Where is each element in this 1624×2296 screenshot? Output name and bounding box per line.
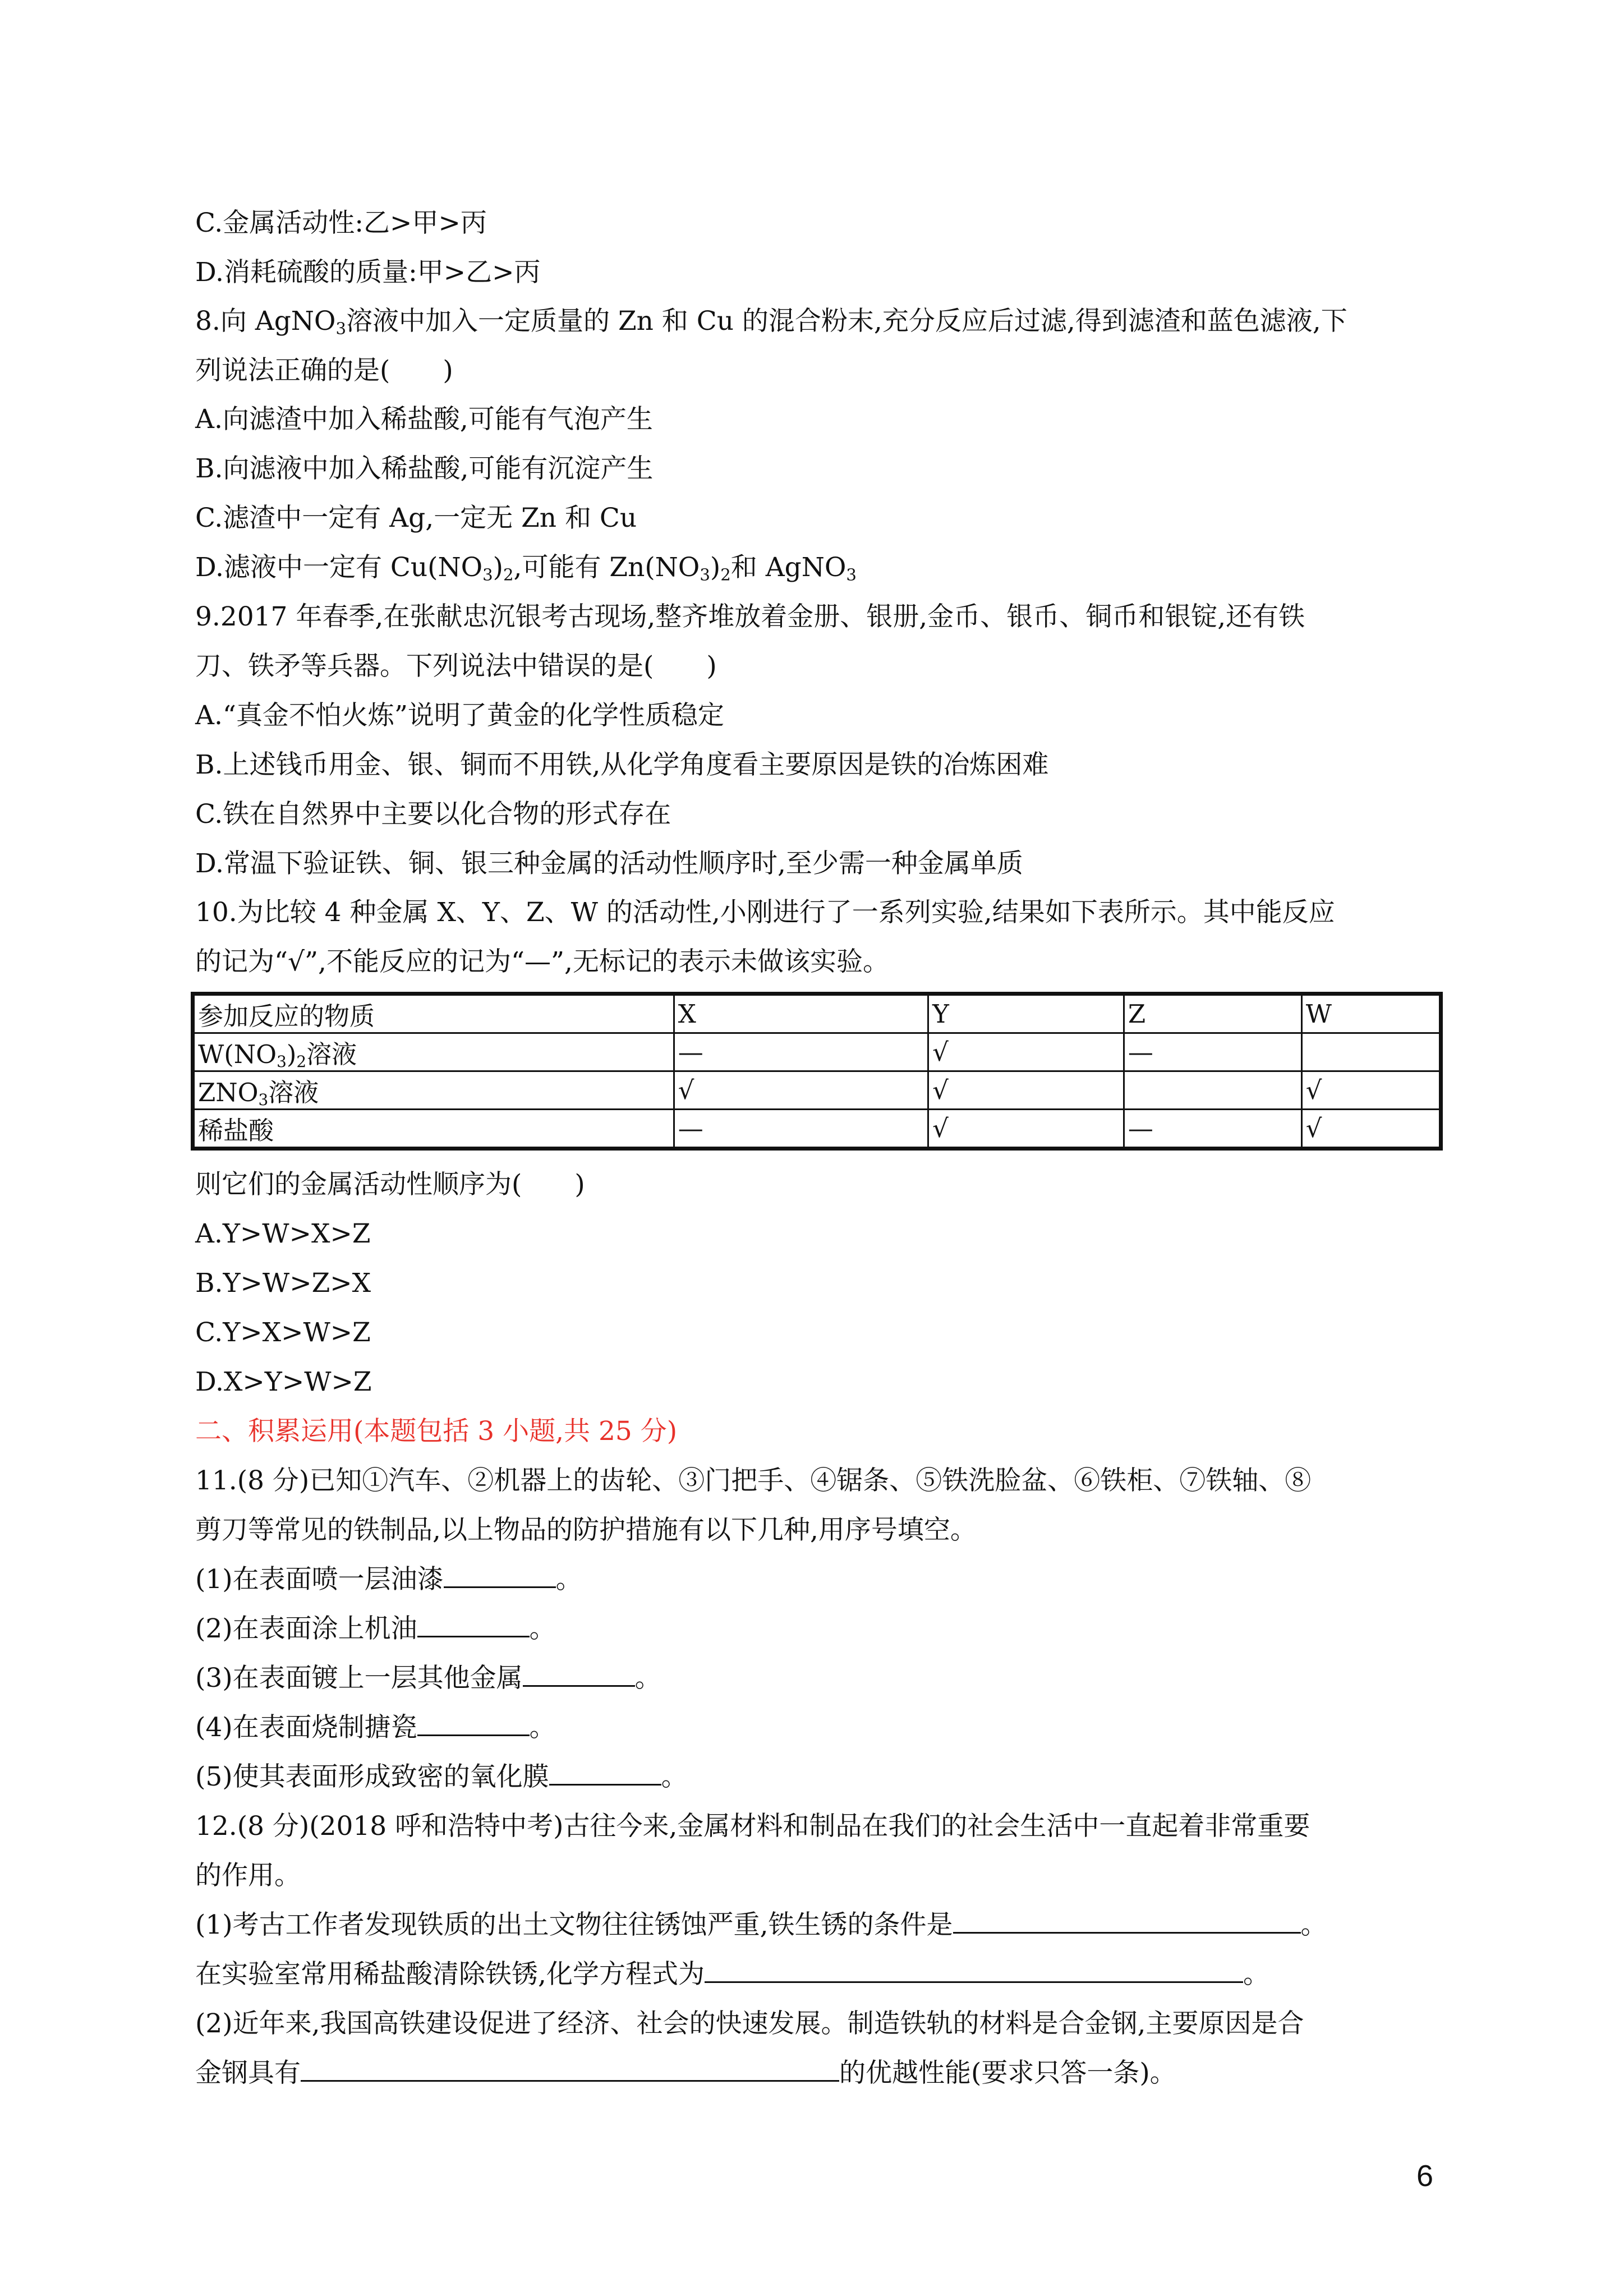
q8-option-d: D.滤液中一定有 $Cu(NO_3)_2$,可能有 $Zn(NO_3)_2$和 AgNO$_3$ [195, 552, 857, 585]
q12-part-2-line1: (2)近年来,我国高铁建设促进了经济、社会的快速发展。制造铁轨的材料是合金钢,主要原因是合 [195, 2008, 1304, 2039]
table-cell [1124, 1071, 1301, 1110]
table-cell: — [1124, 1033, 1301, 1071]
q12-stem-line1: 12.(8 分)(2018 呼和浩特中考)古往今来,金属材料和制品在我们的社会生活中一直起着非常重要 [195, 1811, 1310, 1842]
table-header-cell: X [674, 994, 928, 1033]
answer-blank[interactable] [705, 1958, 1243, 1983]
table-row-label: $ZNO_3$溶液 [193, 1071, 674, 1110]
table-cell: √ [674, 1071, 928, 1110]
q12-part-1: (1)考古工作者发现铁质的出土文物往往锈蚀严重,铁生锈的条件是 。 [195, 1910, 1327, 1940]
q9-option-c: C.铁在自然界中主要以化合物的形式存在 [195, 799, 671, 830]
q12-part-2-line2: 金钢具有 的优越性能(要求只答一条)。 [195, 2058, 1176, 2088]
table-row [193, 1071, 1441, 1110]
answer-blank[interactable] [953, 1908, 1301, 1934]
q10-stem-line1: 10.为比较 4 种金属 X、Y、Z、W 的活动性,小刚进行了一系列实验,结果如下表所示。其中能反应 [195, 897, 1335, 928]
table-cell: — [1124, 1110, 1301, 1149]
q7-option-c: C.金属活动性:乙>甲>丙 [195, 208, 487, 238]
table-cell: √ [928, 1110, 1124, 1149]
table-header-cell: Y [928, 994, 1124, 1033]
table-cell: — [674, 1033, 928, 1071]
q10-after-table: 则它们的金属活动性顺序为( ) [195, 1169, 585, 1200]
q11-item-2: (2)在表面涂上机油 。 [195, 1613, 556, 1644]
q11-item-4: (4)在表面烧制搪瓷 。 [195, 1712, 556, 1743]
q10-option-a: A.Y>W>X>Z [195, 1218, 371, 1249]
q9-option-b: B.上述钱币用金、银、铜而不用铁,从化学角度看主要原因是铁的冶炼困难 [195, 749, 1049, 780]
q10-stem-line2: 的记为“√”,不能反应的记为“—”,无标记的表示未做该实验。 [195, 946, 889, 977]
q10-option-c: C.Y>X>W>Z [195, 1317, 371, 1348]
q9-stem-line2: 刀、铁矛等兵器。下列说法中错误的是( ) [195, 651, 717, 682]
q8-option-c: C.滤渣中一定有 Ag,一定无 Zn 和 Cu [195, 503, 637, 533]
table-cell: — [674, 1110, 928, 1149]
q10-option-b: B.Y>W>Z>X [195, 1268, 371, 1299]
q11-stem-line2: 剪刀等常见的铁制品,以上物品的防护措施有以下几种,用序号填空。 [195, 1515, 977, 1545]
section-2-title: 二、积累运用(本题包括 3 小题,共 25 分) [195, 1416, 678, 1447]
answer-blank[interactable] [444, 1563, 556, 1588]
q10-option-d: D.X>Y>W>Z [195, 1366, 372, 1397]
q9-stem-line1: 9.2017 年春季,在张献忠沉银考古现场,整齐堆放着金册、银册,金币、银币、铜币和银锭,还有铁 [195, 601, 1305, 632]
table-header-cell: W [1301, 994, 1441, 1033]
q9-option-a: A.“真金不怕火炼”说明了黄金的化学性质稳定 [195, 700, 724, 731]
answer-blank[interactable] [417, 1612, 530, 1637]
table-row-label: $W(NO_3)_2$溶液 [193, 1033, 674, 1071]
q12-part-1b: 在实验室常用稀盐酸清除铁锈,化学方程式为 。 [195, 1959, 1269, 1990]
q9-option-d: D.常温下验证铁、铜、银三种金属的活动性顺序时,至少需一种金属单质 [195, 848, 1023, 879]
table-row-label: 稀盐酸 [193, 1110, 674, 1149]
q8-stem-line2: 列说法正确的是( ) [195, 355, 453, 386]
answer-blank[interactable] [549, 1760, 661, 1786]
table-cell [1301, 1033, 1441, 1071]
answer-blank[interactable] [523, 1662, 635, 1687]
table-cell: √ [1301, 1110, 1441, 1149]
q8-option-a: A.向滤渣中加入稀盐酸,可能有气泡产生 [195, 404, 653, 435]
table-cell: √ [928, 1033, 1124, 1071]
q7-option-d: D.消耗硫酸的质量:甲>乙>丙 [195, 257, 541, 288]
table-header-cell: 参加反应的物质 [193, 994, 674, 1033]
table-cell: √ [928, 1071, 1124, 1110]
q8-option-b: B.向滤液中加入稀盐酸,可能有沉淀产生 [195, 453, 654, 484]
q11-item-1: (1)在表面喷一层油漆 。 [195, 1564, 582, 1595]
q8-stem-line1: 8.向 AgNO$_3$溶液中加入一定质量的 Zn 和 Cu 的混合粉末,充分反应后过滤,得到滤渣和蓝色滤液,下 [195, 306, 1347, 338]
page-number: 6 [1416, 2159, 1434, 2193]
reaction-table [191, 992, 1443, 1151]
table-header-cell: Z [1124, 994, 1301, 1033]
table-row [193, 1110, 1441, 1149]
q11-stem-line1: 11.(8 分)已知①汽车、②机器上的齿轮、③门把手、④锯条、⑤铁洗脸盆、⑥铁柜、⑦铁轴、⑧ [195, 1465, 1312, 1496]
q11-item-3: (3)在表面镀上一层其他金属 。 [195, 1663, 661, 1694]
q12-stem-line2: 的作用。 [195, 1860, 301, 1891]
table-header-row [193, 994, 1441, 1033]
table-cell: √ [1301, 1071, 1441, 1110]
answer-blank[interactable] [417, 1711, 530, 1736]
table-row [193, 1033, 1441, 1071]
q11-item-5: (5)使其表面形成致密的氧化膜 。 [195, 1761, 688, 1792]
answer-blank[interactable] [301, 2056, 839, 2082]
